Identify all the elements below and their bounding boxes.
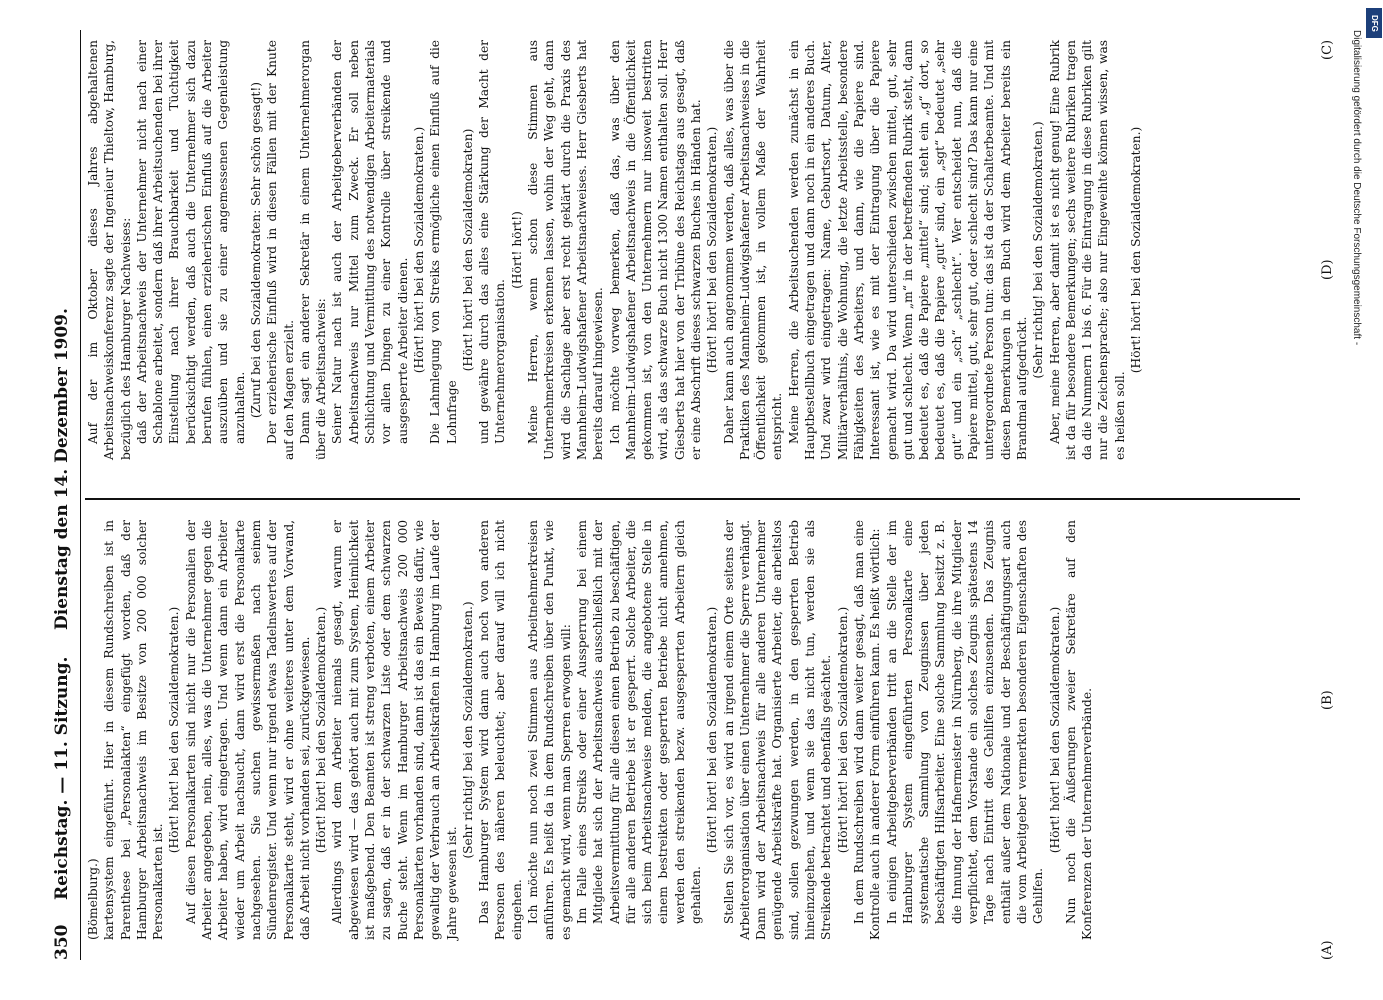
header-date: Dienstag den 14. Dezember 1909. (52, 308, 72, 630)
right-paragraph: (Hört! hört! bei den Sozialdemokraten.) (1129, 126, 1143, 374)
right-paragraph: Auf der im Oktober dieses Jahres abgehaltenen Arbeitsnachweiskonferenz sagte der Ingenieur Thieltow, Hamburg, bezüglich des Hamburger Nachweises: (86, 40, 133, 460)
right-paragraph: (Hört! hört! bei den Sozialdemokraten) (460, 128, 475, 372)
right-paragraph: Die Lahmlegung von Streiks ermögliche einen Einfluß auf die Lohnfrage (428, 40, 459, 444)
right-paragraph: und gewähre durch das alles eine Stärkung der Macht der Unternehmerorganisation. (477, 40, 508, 444)
left-paragraph: Nun noch die Äußerungen zweier Sekretäre auf den Konferenzen der Unternehmerverbände. (1063, 520, 1095, 940)
left-paragraph: Das Hamburger System wird dann auch noch von anderen Personen des näheren beleuchtet; aber darauf will ich nicht eingehen. (477, 520, 524, 940)
left-paragraph: In dem Rundschreiben wird dann weiter gesagt, daß man eine Kontrolle auch in anderer Form einführen kann. Es heißt wörtlich: (851, 520, 883, 940)
right-paragraph: (Sehr richtig! bei den Sozialdemokraten.) (1031, 121, 1046, 379)
marker-c: (C) (1320, 39, 1335, 60)
right-paragraph: Dann sagt ein anderer Sekretär in einem Unternehmerorgan über die Arbeitsnachweis: (297, 40, 329, 460)
left-paragraph: Stellen Sie sich vor, es wird an irgend einem Orte seitens der Arbeiterorganisation über einen Unternehmer die Sperre verhängt. Dann wird der Arbeitsnachweis für alle anderen Unternehmer genügende Arbeitskräfte hat. Organisierte Arbeiter, die arbeitslos sind, sollen gezwungen werden, in den gesperrten Betrieb hineinzugehen, und wenn sie das nicht tun, werden sie als Streikende betrachtet und ebenfalls geächtet. (721, 520, 834, 940)
marker-d: (D) (1320, 259, 1335, 280)
header-session: Reichstag. — 11. Sitzung. (52, 656, 72, 900)
right-paragraph: Aber, meine Herren, aber damit ist es nicht genug! Eine Rubrik ist da für besondere Bemerkungen; sechs weitere Rubriken tragen da die Nummern 1 bis 6. Für die Eintragung in diese Rubriken gilt nur die Zeichensprache; also nur Eingeweihte können wissen, was es heißen soll. (1047, 40, 1127, 460)
left-paragraph: (Hört! hört! bei den Sozialdemokraten.) (314, 606, 329, 854)
right-paragraph: Der erzieherische Einfluß wird in diesen Fällen mit der Knute auf den Magen erzielt. (265, 40, 296, 460)
left-column (85, 520, 1095, 940)
left-paragraph: Auf diesen Personalkarten sind nicht nur die Personalien der Arbeiter angegeben, nein, alles, was die Unternehmer gegen die Arbeiter haben, wird eingetragen. Und wenn dann ein Arbeiter wieder um Arbeit nachsucht, dann wird erst die Personalkarte nachgesehen. Sie suchen gewissermaßen nach seinem Sündenregister. Und wenn nur irgend etwas Tadelnswertes auf der Personalkarte steht, wird er ohne weiteres unter dem Vorwand, daß Arbeit nicht vorhanden sei, zurückgewiesen. (183, 520, 312, 940)
right-paragraph: Meine Herren, die Arbeitsuchenden werden zunächst in ein Hauptbestellbuch eingetragen und dann noch in ein anderes Buch. Und zwar wird eingetragen: Name, Geburtsort, Datum, Alter, Militärverhältnis, die Wohnung, die letzte Arbeitsstelle, besondere Fähigkeiten des Arbeiters, und dann, wie die Papiere sind. Interessant ist, wie es mit der Eintragung über die Papiere gemacht wird. Da wird unterschieden zwischen mittel, gut, sehr gut und schlecht. Wenn „m“ in der betreffenden Rubrik steht, dann bedeutet es, daß die Papiere „mittel“ sind; steht ein „g“ dort, so bedeutet es, daß die Papiere „gut“ sind, ein „sgt“ bedeutet „sehr gut“ und ein „sch“ „schlecht“. Wer entscheidet nun, daß die Papiere mittel, gut, sehr gut, oder schlecht sind? Das kann nur eine untergeordnete Person tun: das ist da der Schalterbeamte. Und mit diesen Bemerkungen in dem Buch wird dem Arbeiter bereits ein Brandmal aufgedrückt. (786, 40, 1029, 460)
left-paragraph: kartensystem eingeführt. Hier in diesem Rundschreiben ist in Parenthese bei „Personalakten“ eingefügt worden, daß der Hamburger Arbeitsnachweis im Besitze von 200 000 solcher Personalkarten ist. (102, 520, 166, 940)
left-paragraph: Im Falle eines Streiks oder einer Aussperrung bei einem Mitgliede hat sich der Arbeitsnachweis ausschließlich mit der Arbeitsvermittlung für alle diesen einen Betrieb zu beschäftigen, für alle anderen Betriebe ist er gesperrt. Solche Arbeiter, die sich beim Arbeitsnachweise melden, die angebotene Stelle in einem bestreikten oder gesperrten Betriebe nicht annehmen, werden den streikenden bezw. ausgesperrten Arbeitern gleich gehalten. (574, 520, 703, 924)
right-paragraph: Seiner Natur nach ist auch der Arbeitgeberverbänden der Arbeitsnachweis nur Mittel zum Zweck. Er soll neben Schlichtung und Vermittlung des notwendigen Arbeitermaterials vor allen Dingen zu einer Kontrolle über streikende und ausgesperrte Arbeiter dienen. (330, 40, 410, 444)
header-rule (80, 30, 81, 960)
left-paragraph: Allerdings wird dem Arbeiter niemals gesagt, warum er abgewiesen wird — das gehört auch mit zum System, Heimlichkeit ist maßgebend. Den Beamten ist streng verboten, einem Arbeiter zu sagen, daß er in der schwarzen Liste oder dem schwarzen Buche steht. Wenn im Hamburger Arbeitsnachweis 200 000 Personalkarten vorhanden sind, dann ist das ein Beweis dafür, wie gewaltig der Verbrauch an Arbeitskräften in Hamburg im Laufe der Jahre gewesen ist. (330, 520, 459, 940)
page-number: 350 (52, 924, 72, 960)
right-column (85, 40, 1144, 460)
right-paragraph: daß der Arbeitsnachweis der Unternehmer nicht nach einer Schablone arbeitet, sondern daß ihrer Arbeitsuchenden bei ihrer Einstellung nach ihrer Brauchbarkeit und Tüchtigkeit berücksichtigt werden, daß auch die Unternehmer sich dazu berufen fühlen, einen erzieherischen Einfluß auf die Arbeiter auszuüben und sie zu einer angemessenen Gegenleistung anzuhalten. (134, 40, 247, 444)
marker-b: (B) (1320, 690, 1335, 710)
page-header (52, 30, 76, 960)
right-paragraph: Ich möchte vorweg bemerken, daß das, was über den Mannheim-Ludwigshafener Arbeitsnachweis in die Öffentlichkeit gekommen ist, von den Unternehmern nur insoweit bestritten wird, als das schwarze Buch nicht 1300 Namen enthalten soll. Herr Giesberts hat hier von der Tribüne des Reichstags aus gesagt, daß er eine Abschrift dieses schwarzen Buches in Händen hat. (607, 40, 703, 460)
left-paragraph: (Bömelburg.) (86, 858, 100, 940)
left-paragraph: (Hört! hört! bei den Sozialdemokraten.) (835, 606, 850, 854)
left-paragraph: In einigen Arbeitgeberverbänden tritt an die Stelle der im Hamburger System eingeführten Personalkarte eine systematische Sammlung von Zeugnissen über jeden beschäftigten Hilfsarbeiter. Eine solche Sammlung besitzt z. B. die Innung der Hafnermeister in Nürnberg, die ihre Mitglieder verpflichtet, dem Vorstande ein solches Zeugnis spätestens 14 Tage nach Eintritt des Gehilfen einzusenden. Das Zeugnis enthält außer dem Nationale und der Beschäftigungsart auch die vom Arbeitgeber vermerkten besonderen Eigenschaften des Gehilfen. (884, 520, 1046, 924)
left-paragraph: (Sehr richtig! bei den Sozialdemokraten.) (460, 601, 475, 859)
left-paragraph: (Hört! hört! bei den Sozialdemokraten.) (705, 606, 720, 854)
right-paragraph: Daher kann auch angenommen werden, daß alles, was über die Praktiken des Mannheim-Ludwigshafener Arbeitsnachweises in die Öffentlichkeit gekommen ist, in vollem Maße der Wahrheit entspricht. (721, 40, 785, 460)
dfg-logo: DFG (1366, 8, 1382, 38)
left-paragraph: (Hört! hört! bei den Sozialdemokraten.) (167, 606, 182, 854)
marker-a: (A) (1320, 940, 1335, 960)
right-paragraph: (Hört! hört! bei den Sozialdemokraten.) (705, 126, 720, 374)
right-paragraph: (Hört! hört!) (509, 211, 524, 289)
right-paragraph: (Hört! hört! bei den Sozialdemokraten.) (411, 126, 426, 374)
digitization-note: Digitalisierung gefördert durch die Deutsche Forschungsgemeinschaft - (1351, 30, 1362, 346)
left-paragraph: Ich möchte nun noch zwei Stimmen aus Arbeitnehmerkreisen anführen. Es heißt da in dem Rundschreiben über den Punkt, wie es gemacht wird, wenn man Sperren erwogen will: (526, 520, 573, 940)
right-paragraph: (Zuruf bei den Sozialdemokraten: Sehr schön gesagt!) (248, 81, 263, 419)
right-paragraph: Meine Herren, wenn schon diese Stimmen aus Unternehmerkreisen erkennen lassen, wohin der Weg geht, dann wird die Sachlage aber erst recht geklärt durch die Praxis des Mannheim-Ludwigshafener Arbeitsnachweises. Herr Giesberts hat bereits darauf hingewiesen. (526, 40, 606, 460)
left-paragraph: (Hört! hört! bei den Sozialdemokraten.) (1047, 606, 1062, 854)
column-divider (85, 498, 1300, 500)
